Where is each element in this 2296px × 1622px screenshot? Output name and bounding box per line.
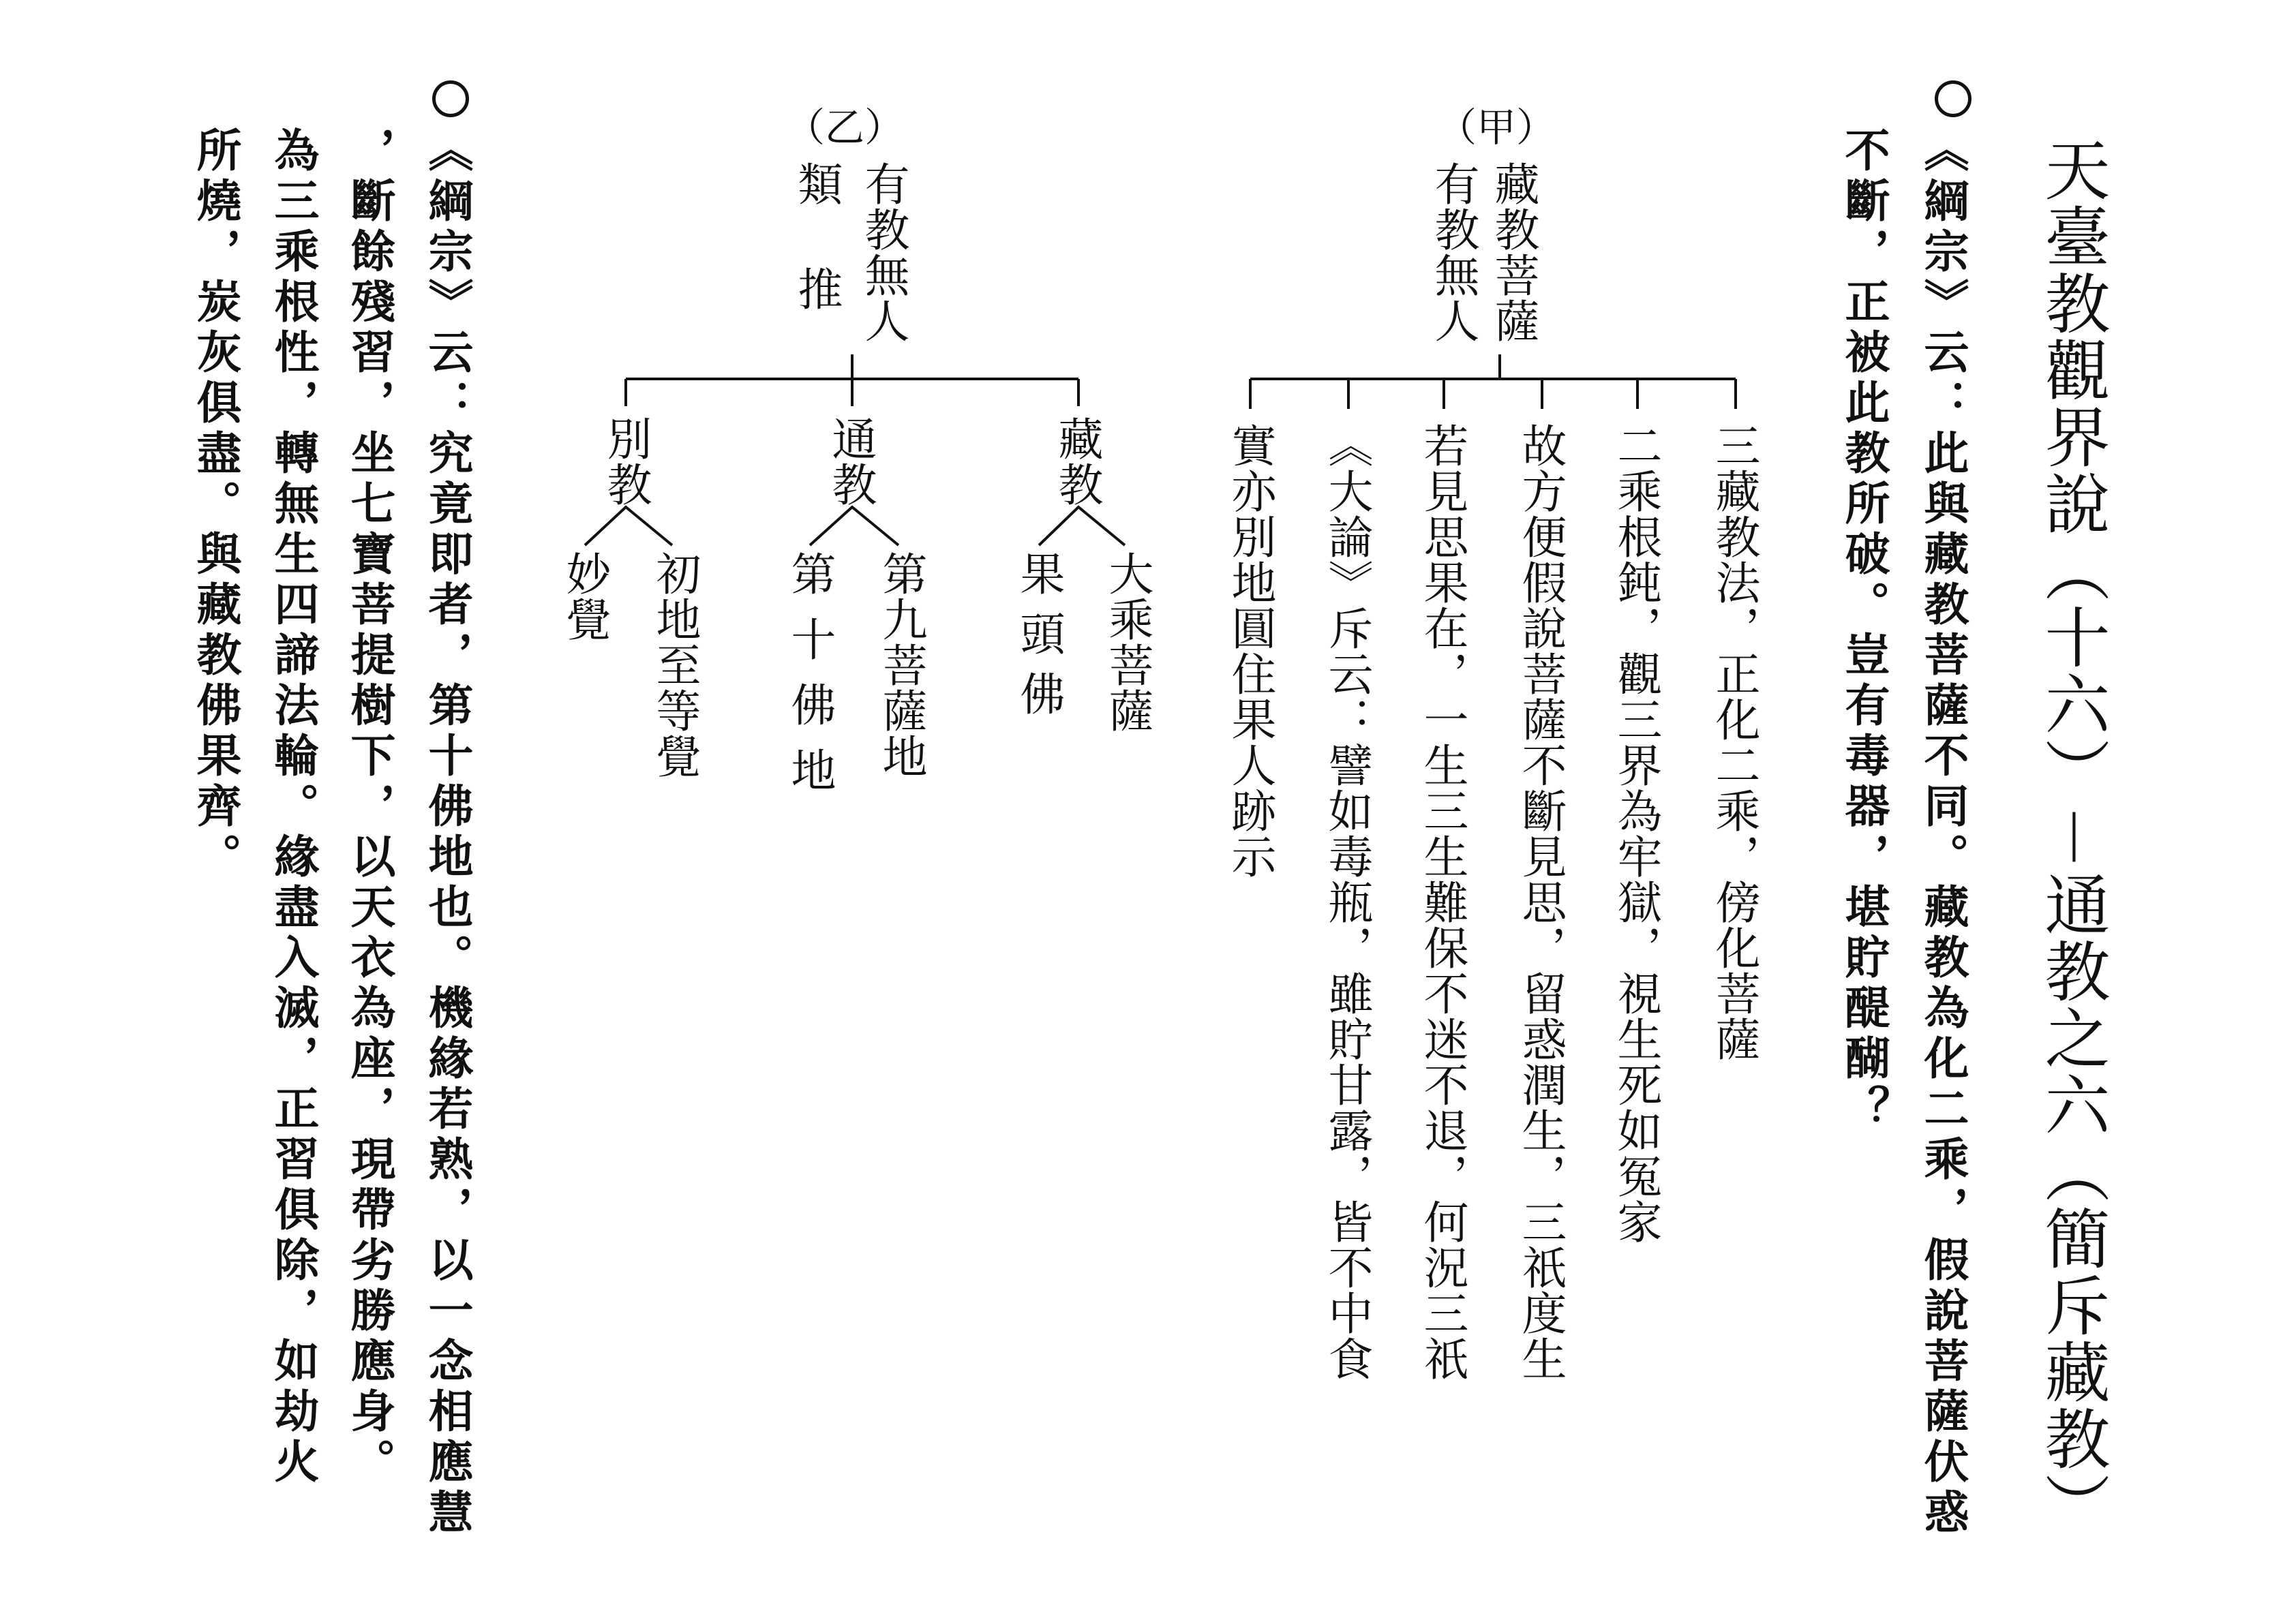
tree-jia-branch-2: 二乘根鈍，觀三界為牢獄，視生死如冤家 (1610, 423, 1662, 1244)
tree-yi-root-col-1: 有教無人 (857, 161, 909, 343)
tree-jia-branch-5: 《大論》斥云：譬如毒瓶，雖貯甘露，皆不中食 (1320, 423, 1373, 1381)
tree-jia-branch-3: 故方便假說菩薩不斷見思，留惑潤生，三祇度生 (1514, 423, 1567, 1381)
tree-jia-branch-1: 三藏教法，正化二乘，傍化菩薩 (1708, 423, 1760, 1062)
left-paragraph-col-4: 所燒，炭灰俱盡。與藏教佛果齊。 (189, 127, 241, 883)
tree-jia-marker: （甲） (1437, 104, 1556, 151)
tree-yi-branch-biejiao: 別教 (599, 416, 652, 507)
tree-jia-root-col-2: 有教無人 (1427, 161, 1479, 343)
tree-yi-leaf-dishi-fodi: 第十佛地 (783, 551, 836, 812)
tree-yi-fork-zangjiao (1039, 507, 1125, 545)
right-paragraph-col-2: 不斷，正被此教所破。豈有毒器，堪貯醍醐？ (1837, 127, 1890, 1135)
tree-yi-branch-tongjiao: 通教 (824, 416, 877, 507)
left-paragraph-col-3: 為三乘根性，轉無生四諦法輪。緣盡入滅，正習俱除，如劫火 (267, 127, 319, 1488)
tree-yi-fork-tongjiao (810, 507, 898, 545)
tree-yi-fork-biejiao (585, 507, 672, 545)
right-paragraph-col-1: 《綱宗》云：此與藏教菩薩不同。藏教為化二乘，假說菩薩伏惑 (1916, 127, 1969, 1539)
left-paragraph-col-1: 《綱宗》云：究竟即者，第十佛地也。機緣若熟，以一念相應慧 (421, 127, 473, 1539)
tree-jia-branch-6: 實亦別地圓住果人跡示 (1224, 423, 1276, 879)
tree-yi-leaf-chudi-dengjue: 初地至等覺 (648, 551, 701, 779)
tree-yi-leaf-dijiu-pusadi: 第九菩薩地 (875, 551, 927, 779)
tree-jia-branch-4: 若見思果在，一生三生難保不迷不退，何況三祇 (1416, 423, 1468, 1381)
page-title: 天臺教觀界說（十六）－通教之六（簡斥藏教） (2034, 136, 2111, 1539)
tree-yi-leaf-guotoufo: 果頭佛 (1012, 551, 1065, 731)
left-paragraph-col-2: ，斷餘殘習，坐七寶菩提樹下，以天衣為座，現帶劣勝應身。 (343, 127, 395, 1488)
tree-yi-branch-zangjiao: 藏教 (1051, 416, 1103, 507)
tree-yi-marker: （乙） (785, 104, 905, 151)
tree-yi-leaf-miaojue: 妙覺 (558, 551, 611, 642)
tree-yi-root-col-2: 類推 (790, 161, 843, 371)
tree-yi-leaf-dacheng-pusa: 大乘菩薩 (1101, 551, 1153, 733)
tree-jia-root-col-1: 藏教菩薩 (1487, 161, 1539, 343)
